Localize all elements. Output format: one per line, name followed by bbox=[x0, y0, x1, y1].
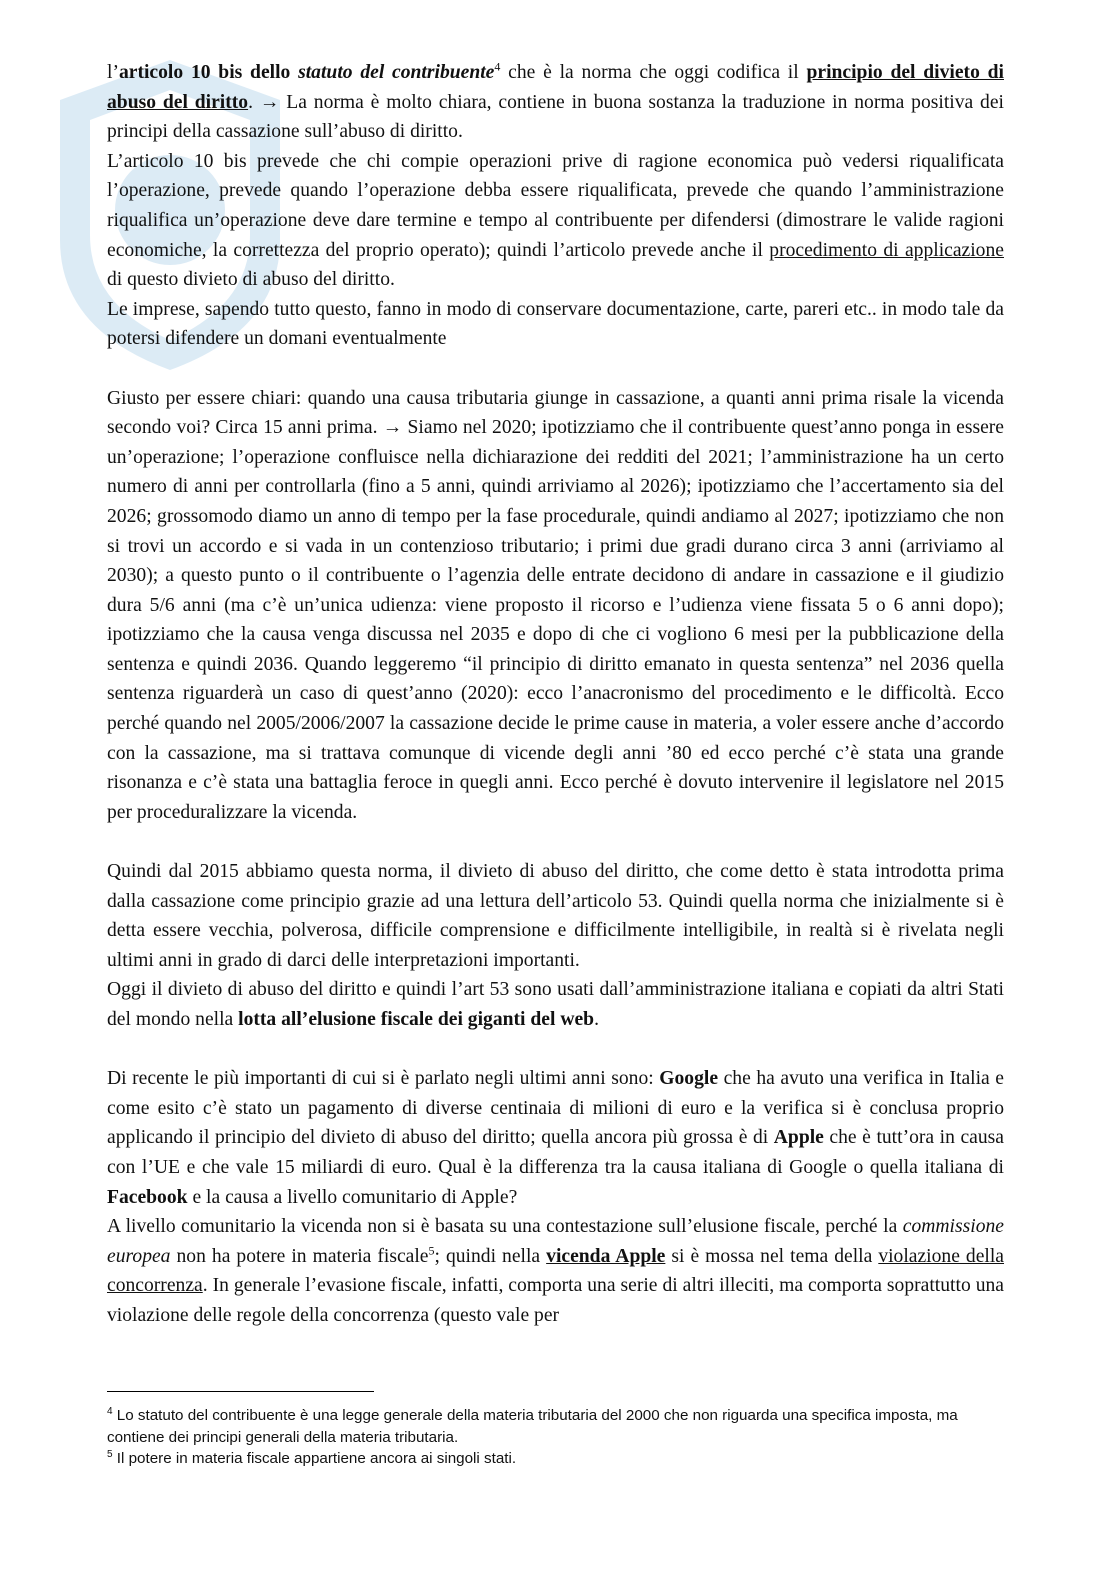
text-run: di questo divieto di abuso del diritto. bbox=[107, 269, 395, 291]
text-run: si è mossa nel tema della bbox=[665, 1245, 879, 1267]
paragraph-6 bbox=[107, 975, 1004, 1034]
text-run: non ha potere in materia fiscale bbox=[170, 1245, 429, 1267]
footnote-text: Lo statuto del contribuente è una legge generale della materia tributaria del 2000 che non riguarda una specifica imposta, ma contiene dei principi generali della materia tributaria. bbox=[107, 1407, 958, 1446]
footnote-separator bbox=[107, 1391, 374, 1392]
underlined-principle-term: principio del divieto di abuso del diritto bbox=[107, 62, 1004, 113]
text-run: Di recente le più importanti di cui si è parlato negli ultimi anni sono: bbox=[107, 1068, 660, 1090]
footnote-4 bbox=[107, 1405, 1004, 1448]
paragraph-1 bbox=[107, 58, 1004, 147]
text-run: L’articolo 10 bis prevede che chi compie operazioni prive di ragione economica può vedersi riqualificata l’operazione, prevede quando l’operazione debba essere riqualificata, prevede che quando l’amministrazione riqualifica un’operazione deve dare termine e tempo al contribuente per difendersi (dimostrare le valide ragioni economiche, la correttezza del proprio operato); quindi l’articolo prevede anche il bbox=[107, 150, 1004, 261]
text-run: . In generale l’evasione fiscale, infatti, comporta una serie di altri illeciti, ma comporta soprattutto una violazione delle regole della concorrenza (questo vale per bbox=[107, 1275, 1004, 1326]
paragraph-gap bbox=[107, 354, 1004, 384]
italic-european-commission: commissione europea bbox=[107, 1216, 1004, 1267]
bold-facebook: Facebook bbox=[107, 1186, 188, 1208]
text-run: che ha avuto una verifica in Italia e come esito c’è stato un pagamento di diverse centinaia di milioni di euro e la verifica si è conclusa proprio applicando il principio del divieto di abuso del diritto; quella ancora più grossa è di bbox=[107, 1068, 1004, 1149]
paragraph-7 bbox=[107, 1064, 1004, 1212]
footnotes bbox=[107, 1405, 1004, 1470]
text-run: e la causa a livello comunitario di Apple? bbox=[187, 1186, 518, 1208]
underlined-apple-case: vicenda Apple bbox=[546, 1245, 666, 1267]
text-run: che è la norma che oggi codifica il bbox=[500, 62, 807, 83]
paragraph-8 bbox=[107, 1212, 1004, 1330]
body-text bbox=[107, 58, 1004, 1331]
bold-apple: Apple bbox=[773, 1127, 824, 1149]
footnote-ref-5[interactable]: 5 bbox=[428, 1243, 435, 1258]
footnote-number: 4 bbox=[107, 1405, 113, 1417]
text-run: che è tutt’ora in causa con l’UE e che vale 15 miliardi di euro. Qual è la differenza tra la causa italiana di Google o quella italiana di bbox=[107, 1127, 1004, 1178]
text-run: ; quindi nella bbox=[434, 1245, 547, 1267]
paragraph-3: Le imprese, sapendo tutto questo, fanno in modo di conservare documentazione, carte, pareri etc.. in modo tale da potersi difendere un domani eventualmente bbox=[107, 298, 1004, 350]
paragraph-2 bbox=[107, 147, 1004, 295]
text-run: l’ bbox=[107, 62, 119, 83]
footnote-5 bbox=[107, 1448, 1004, 1470]
text-run: . bbox=[594, 1009, 599, 1030]
text-run: . → La norma è molto chiara, contiene in buona sostanza la traduzione in norma positiva dei principi della cassazione sull’abuso di diritto. bbox=[107, 91, 1004, 143]
footnote-ref-4[interactable]: 4 bbox=[494, 59, 501, 74]
bold-web-giants-term: lotta all’elusione fiscale dei giganti del web bbox=[238, 1009, 595, 1030]
paragraph-gap bbox=[107, 827, 1004, 857]
text-run: Oggi il divieto di abuso del diritto e quindi l’art 53 sono usati dall’amministrazione italiana e copiati da altri Stati del mondo nella bbox=[107, 979, 1004, 1030]
paragraph-gap bbox=[107, 1035, 1004, 1065]
text-run: A livello comunitario la vicenda non si è basata su una contestazione sull’elusione fiscale, perché la bbox=[107, 1216, 903, 1238]
underlined-competition-violation: violazione della concorrenza bbox=[107, 1245, 1005, 1297]
underlined-procedure-term: procedimento di applicazione bbox=[769, 239, 1004, 261]
bold-google: Google bbox=[659, 1068, 719, 1090]
paragraph-4: Giusto per essere chiari: quando una causa tributaria giunge in cassazione, a quanti anni prima risale la vicenda secondo voi? Circa 15 anni prima. → Siamo nel 2020; ipotizziamo che il contribuente quest’anno ponga in essere un’operazione; l’operazione confluisce nella dichiarazione dei redditi del 2021; l’amministrazione ha un certo numero di anni per controllarla (fino a 5 anni, quindi arriviamo al 2026); ipotizziamo che l’accertamento sia del 2026; grossomodo diamo un anno di tempo per la fase procedurale, quindi andiamo al 2027; ipotizziamo che non si trovi un accordo e si vada in un contenzioso tributario; i primi due gradi durano circa 3 anni (arriviamo al 2030); a questo punto o il contribuente o l’agenzia delle entrate decidono di andare in cassazione e il giudizio dura 5/6 anni (ma c’è un’unica udienza: viene proposto il ricorso e l’udienza viene fissata 5 o 6 anni dopo); ipotizziamo che la causa venga discussa nel 2035 e dopo di che ci vogliono 6 mesi per la pubblicazione della sentenza e quindi 2036. Quando leggeremo “il principio di diritto emanato in questa sentenza” nel 2036 quella sentenza riguarderà un caso di quest’anno (2020): ecco l’anacronismo del procedimento e le difficoltà. Ecco perché quando nel 2005/2006/2007 la cassazione decide le prime cause in materia, a voler essere anche d’accordo con la cassazione, ma si trattava comunque di vicende degli anni ’80 ed ecco perché c’è stata una grande risonanza e c’è stata una battaglia feroce in quegli anni. Ecco perché è dovuto intervenire il legislatore nel 2015 per proceduralizzare la vicenda. bbox=[107, 387, 1004, 823]
bold-article-reference: articolo 10 bis dello bbox=[118, 62, 299, 83]
footnote-text: Il potere in materia fiscale appartiene ancora ai singoli stati. bbox=[112, 1450, 517, 1467]
italic-statute-name: statuto del contribuente bbox=[298, 62, 495, 83]
paragraph-5: Quindi dal 2015 abbiamo questa norma, il divieto di abuso del diritto, che come detto è stata introdotta prima dalla cassazione come principio grazie ad una lettura dell’articolo 53. Quindi quella norma che inizialmente si è detta essere vecchia, polverosa, difficile comprensione e difficilmente intelligibile, in realtà si è rivelata negli ultimi anni in grado di darci delle interpretazioni importanti. bbox=[107, 861, 1004, 971]
footnote-number: 5 bbox=[107, 1448, 113, 1460]
